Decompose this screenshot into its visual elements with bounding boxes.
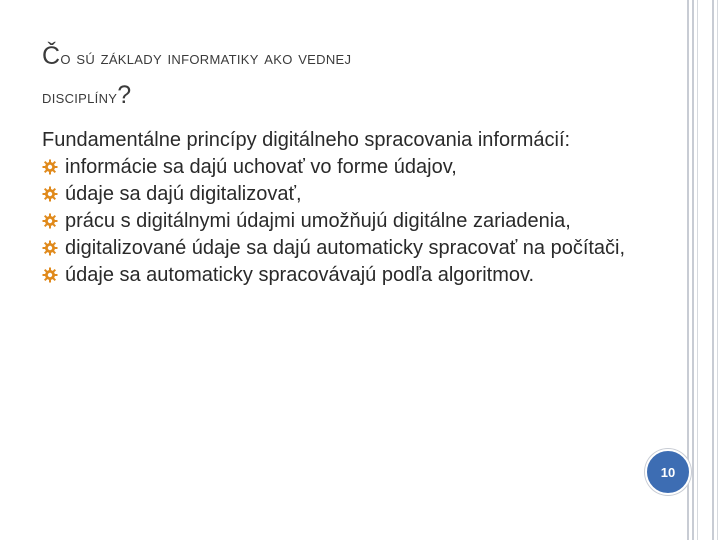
gear-icon <box>42 267 58 283</box>
edge-line <box>692 0 694 540</box>
bullet-item <box>42 154 662 180</box>
bullet-item <box>42 262 662 288</box>
gear-icon <box>42 213 58 229</box>
edge-line <box>717 0 718 540</box>
bullet-text: údaje sa automaticky spracovávajú podľa algoritmov. <box>65 264 535 286</box>
title-initial: Č <box>42 42 61 70</box>
page-number-badge: 10 <box>645 449 691 495</box>
title-line1: o sú základy informatiky ako vednej <box>60 48 352 69</box>
gear-icon <box>42 240 58 256</box>
title-question-mark: ? <box>117 81 132 109</box>
slide-title <box>42 38 662 116</box>
edge-line <box>697 0 698 540</box>
bullet-item <box>42 235 662 261</box>
bullet-text: údaje sa dajú digitalizovať, <box>65 183 302 205</box>
bullet-text: digitalizované údaje sa dajú automaticky spracovať na počítači, <box>65 237 626 259</box>
bullet-text: prácu s digitálnymi údajmi umožňujú digitálne zariadenia, <box>65 210 571 232</box>
bullet-list <box>42 154 662 288</box>
bullet-item <box>42 208 662 234</box>
gear-icon <box>42 159 58 175</box>
slide-body <box>42 127 662 289</box>
edge-line <box>712 0 714 540</box>
bullet-text: informácie sa dajú uchovať vo forme údajov, <box>65 156 457 178</box>
intro-text: Fundamentálne princípy digitálneho spracovania informácií: <box>42 129 571 151</box>
title-line2: disciplíny <box>42 87 118 108</box>
gear-icon <box>42 186 58 202</box>
bullet-item <box>42 181 662 207</box>
